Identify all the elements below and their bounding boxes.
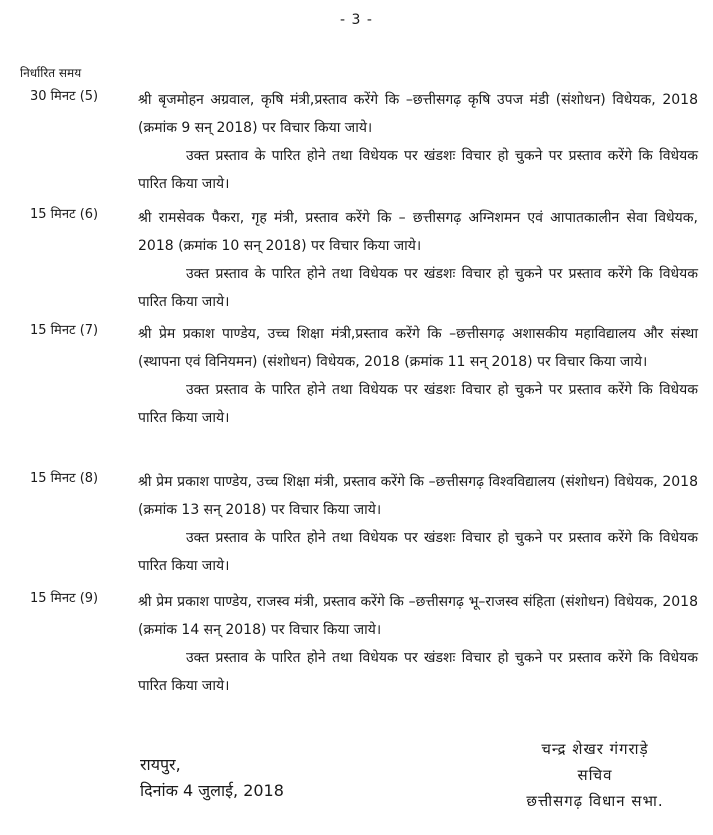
item-conclusion: उक्त प्रस्ताव के पारित होने तथा विधेयक पर खंडशः विचार हो चुकने पर प्रस्ताव करेंगे कि विधेयक पारित किया जाये। <box>138 530 698 574</box>
item-motion: श्री रामसेवक पैकरा, गृह मंत्री, प्रस्ताव करेंगे कि – छत्तीसगढ़ अग्निशमन एवं आपातकालीन सेवा विधेयक, 2018 (क्रमांक 10 सन् 2018) पर विचार किया जाये। <box>138 210 698 254</box>
item-body <box>138 320 698 432</box>
item-time: 15 मिनट (7) <box>30 323 99 338</box>
item-time: 15 मिनट (9) <box>30 591 99 606</box>
footer-place-date <box>140 752 284 804</box>
time-allotted-header: निर्धारित समय <box>20 66 82 80</box>
footer-place: रायपुर, <box>140 755 181 774</box>
item-conclusion: उक्त प्रस्ताव के पारित होने तथा विधेयक पर खंडशः विचार हो चुकने पर प्रस्ताव करेंगे कि विधेयक पारित किया जाये। <box>138 382 698 426</box>
item-conclusion: उक्त प्रस्ताव के पारित होने तथा विधेयक पर खंडशः विचार हो चुकने पर प्रस्ताव करेंगे कि विधेयक पारित किया जाये। <box>138 148 698 192</box>
item-motion: श्री प्रेम प्रकाश पाण्डेय, उच्च शिक्षा मंत्री, प्रस्ताव करेंगे कि –छत्तीसगढ़ विश्वविद्यालय (संशोधन) विधेयक, 2018 (क्रमांक 13 सन् 2018) पर विचार किया जाये। <box>138 474 698 518</box>
signatory-name: चन्द्र शेखर गंगराड़े <box>541 740 649 758</box>
item-time: 30 मिनट (5) <box>30 89 99 104</box>
page-number: - 3 - <box>340 12 373 28</box>
item-motion: श्री बृजमोहन अग्रवाल, कृषि मंत्री,प्रस्ताव करेंगे कि –छत्तीसगढ़ कृषि उपज मंडी (संशोधन) विधेयक, 2018 (क्रमांक 9 सन् 2018) पर विचार किया जाये। <box>138 92 698 136</box>
footer-signature-block <box>486 736 704 814</box>
signatory-org: छत्तीसगढ़ विधान सभा. <box>526 792 664 810</box>
item-body <box>138 204 698 316</box>
item-body <box>138 588 698 700</box>
item-conclusion: उक्त प्रस्ताव के पारित होने तथा विधेयक पर खंडशः विचार हो चुकने पर प्रस्ताव करेंगे कि विधेयक पारित किया जाये। <box>138 650 698 694</box>
item-time: 15 मिनट (6) <box>30 207 99 222</box>
item-motion: श्री प्रेम प्रकाश पाण्डेय, उच्च शिक्षा मंत्री,प्रस्ताव करेंगे कि –छत्तीसगढ़ अशासकीय महाविद्यालय और संस्था (स्थापना एवं विनियमन) (संशोधन) विधेयक, 2018 (क्रमांक 11 सन् 2018) पर विचार किया जाये। <box>138 326 698 370</box>
item-body <box>138 86 698 198</box>
item-motion: श्री प्रेम प्रकाश पाण्डेय, राजस्व मंत्री, प्रस्ताव करेंगे कि –छत्तीसगढ़ भू–राजस्व संहिता (संशोधन) विधेयक, 2018 (क्रमांक 14 सन् 2018) पर विचार किया जाये। <box>138 594 698 638</box>
footer-date: दिनांक 4 जुलाई, 2018 <box>140 781 284 800</box>
signatory-title: सचिव <box>577 766 613 784</box>
item-body <box>138 468 698 580</box>
item-conclusion: उक्त प्रस्ताव के पारित होने तथा विधेयक पर खंडशः विचार हो चुकने पर प्रस्ताव करेंगे कि विधेयक पारित किया जाये। <box>138 266 698 310</box>
item-time: 15 मिनट (8) <box>30 471 99 486</box>
